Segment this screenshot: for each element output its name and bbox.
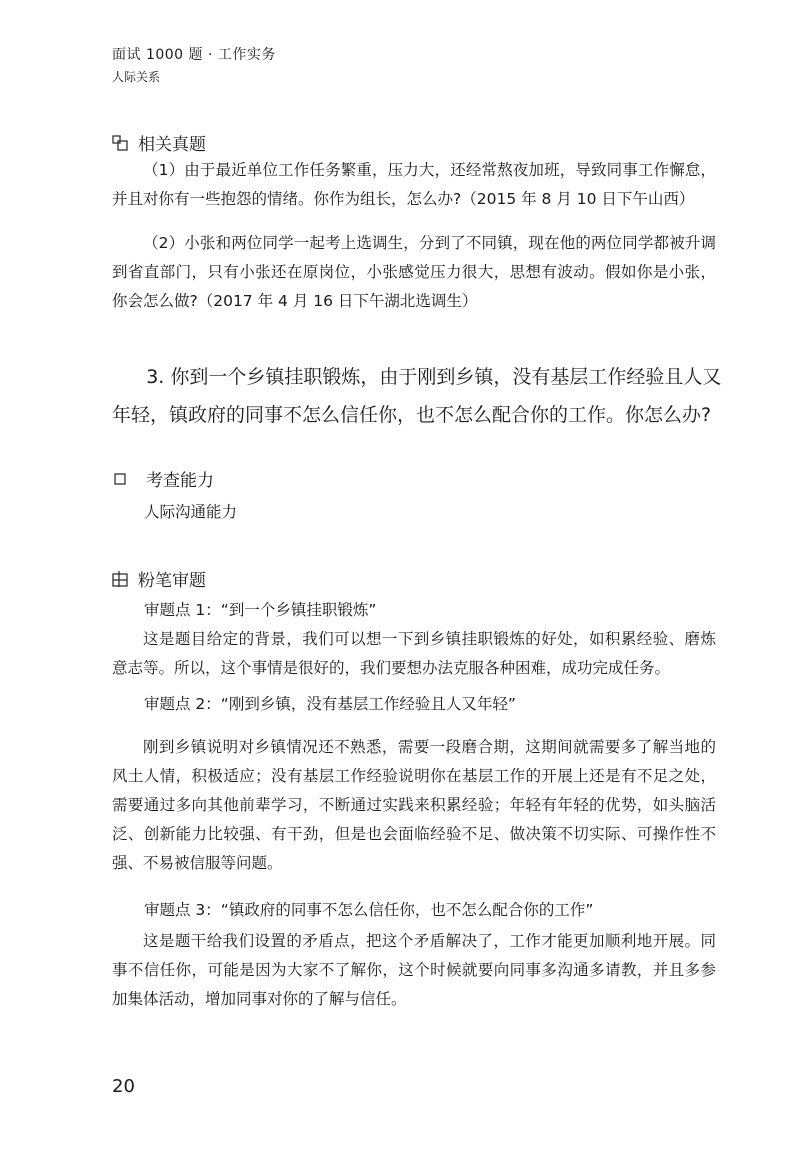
page-number: 20: [112, 1076, 135, 1097]
analysis-heading: [112, 566, 206, 591]
related-questions-heading: [112, 130, 206, 155]
related-questions-icon: [112, 135, 128, 151]
analysis-point-1-title: 审题点 1：“到一个乡镇挂职锻炼”: [144, 601, 377, 619]
analysis-point-3-title: 审题点 3：“镇政府的同事不怎么信任你，也不怎么配合你的工作”: [144, 901, 594, 919]
related-question-2: （2）小张和两位同学一起考上选调生，分到了不同镇，现在他的两位同学都被升调到省直部门，只有小张还在原岗位，小张感觉压力很大，思想有波动。假如你是小张，你会怎么做?（2017 年 4 月 16 日下午湖北选调生）: [112, 234, 716, 310]
chapter-title: 人际关系: [112, 70, 161, 84]
analysis-title: 粉笔审题: [138, 571, 206, 591]
analysis-point-3-body: 这是题干给我们设置的矛盾点，把这个矛盾解决了，工作才能更加顺利地开展。同事不信任你，可能是因为大家不了解你，这个时候就要向同事多沟通多请教，并且多参加集体活动，增加同事对你的了解与信任。: [112, 932, 716, 1008]
ability-heading: [112, 466, 214, 491]
related-question-1: （1）由于最近单位工作任务繁重，压力大，还经常熬夜加班，导致同事工作懈怠，并且对你有一些抱怨的情绪。你作为组长，怎么办?（2015 年 8 月 10 日下午山西）: [112, 161, 716, 208]
ability-content: 人际沟通能力: [144, 503, 238, 521]
main-question: 3. 你到一个乡镇挂职锻炼，由于刚到乡镇，没有基层工作经验且人又年轻，镇政府的同事不怎么信任你，也不怎么配合你的工作。你怎么办?: [112, 366, 722, 426]
analysis-point-2-title: 审题点 2：“刚到乡镇，没有基层工作经验且人又年轻”: [144, 695, 516, 713]
running-header: [112, 44, 276, 85]
book-title: 面试 1000 题 · 工作实务: [112, 47, 276, 63]
ability-icon: [112, 471, 128, 487]
ability-title: 考查能力: [146, 471, 214, 491]
analysis-icon: [112, 571, 128, 587]
analysis-point-2-body: 刚到乡镇说明对乡镇情况还不熟悉，需要一段磨合期，这期间就需要多了解当地的风土人情，积极适应；没有基层工作经验说明你在基层工作的开展上还是有不足之处，需要通过多向其他前辈学习，不断通过实践来积累经验；年轻有年轻的优势，如头脑活泛、创新能力比较强、有干劲，但是也会面临经验不足、做决策不切实际、可操作性不强、不易被信服等问题。: [112, 738, 716, 872]
analysis-point-1-body: 这是题目给定的背景，我们可以想一下到乡镇挂职锻炼的好处，如积累经验、磨炼意志等。所以，这个事情是很好的，我们要想办法克服各种困难，成功完成任务。: [112, 630, 716, 677]
related-questions-title: 相关真题: [138, 135, 206, 155]
